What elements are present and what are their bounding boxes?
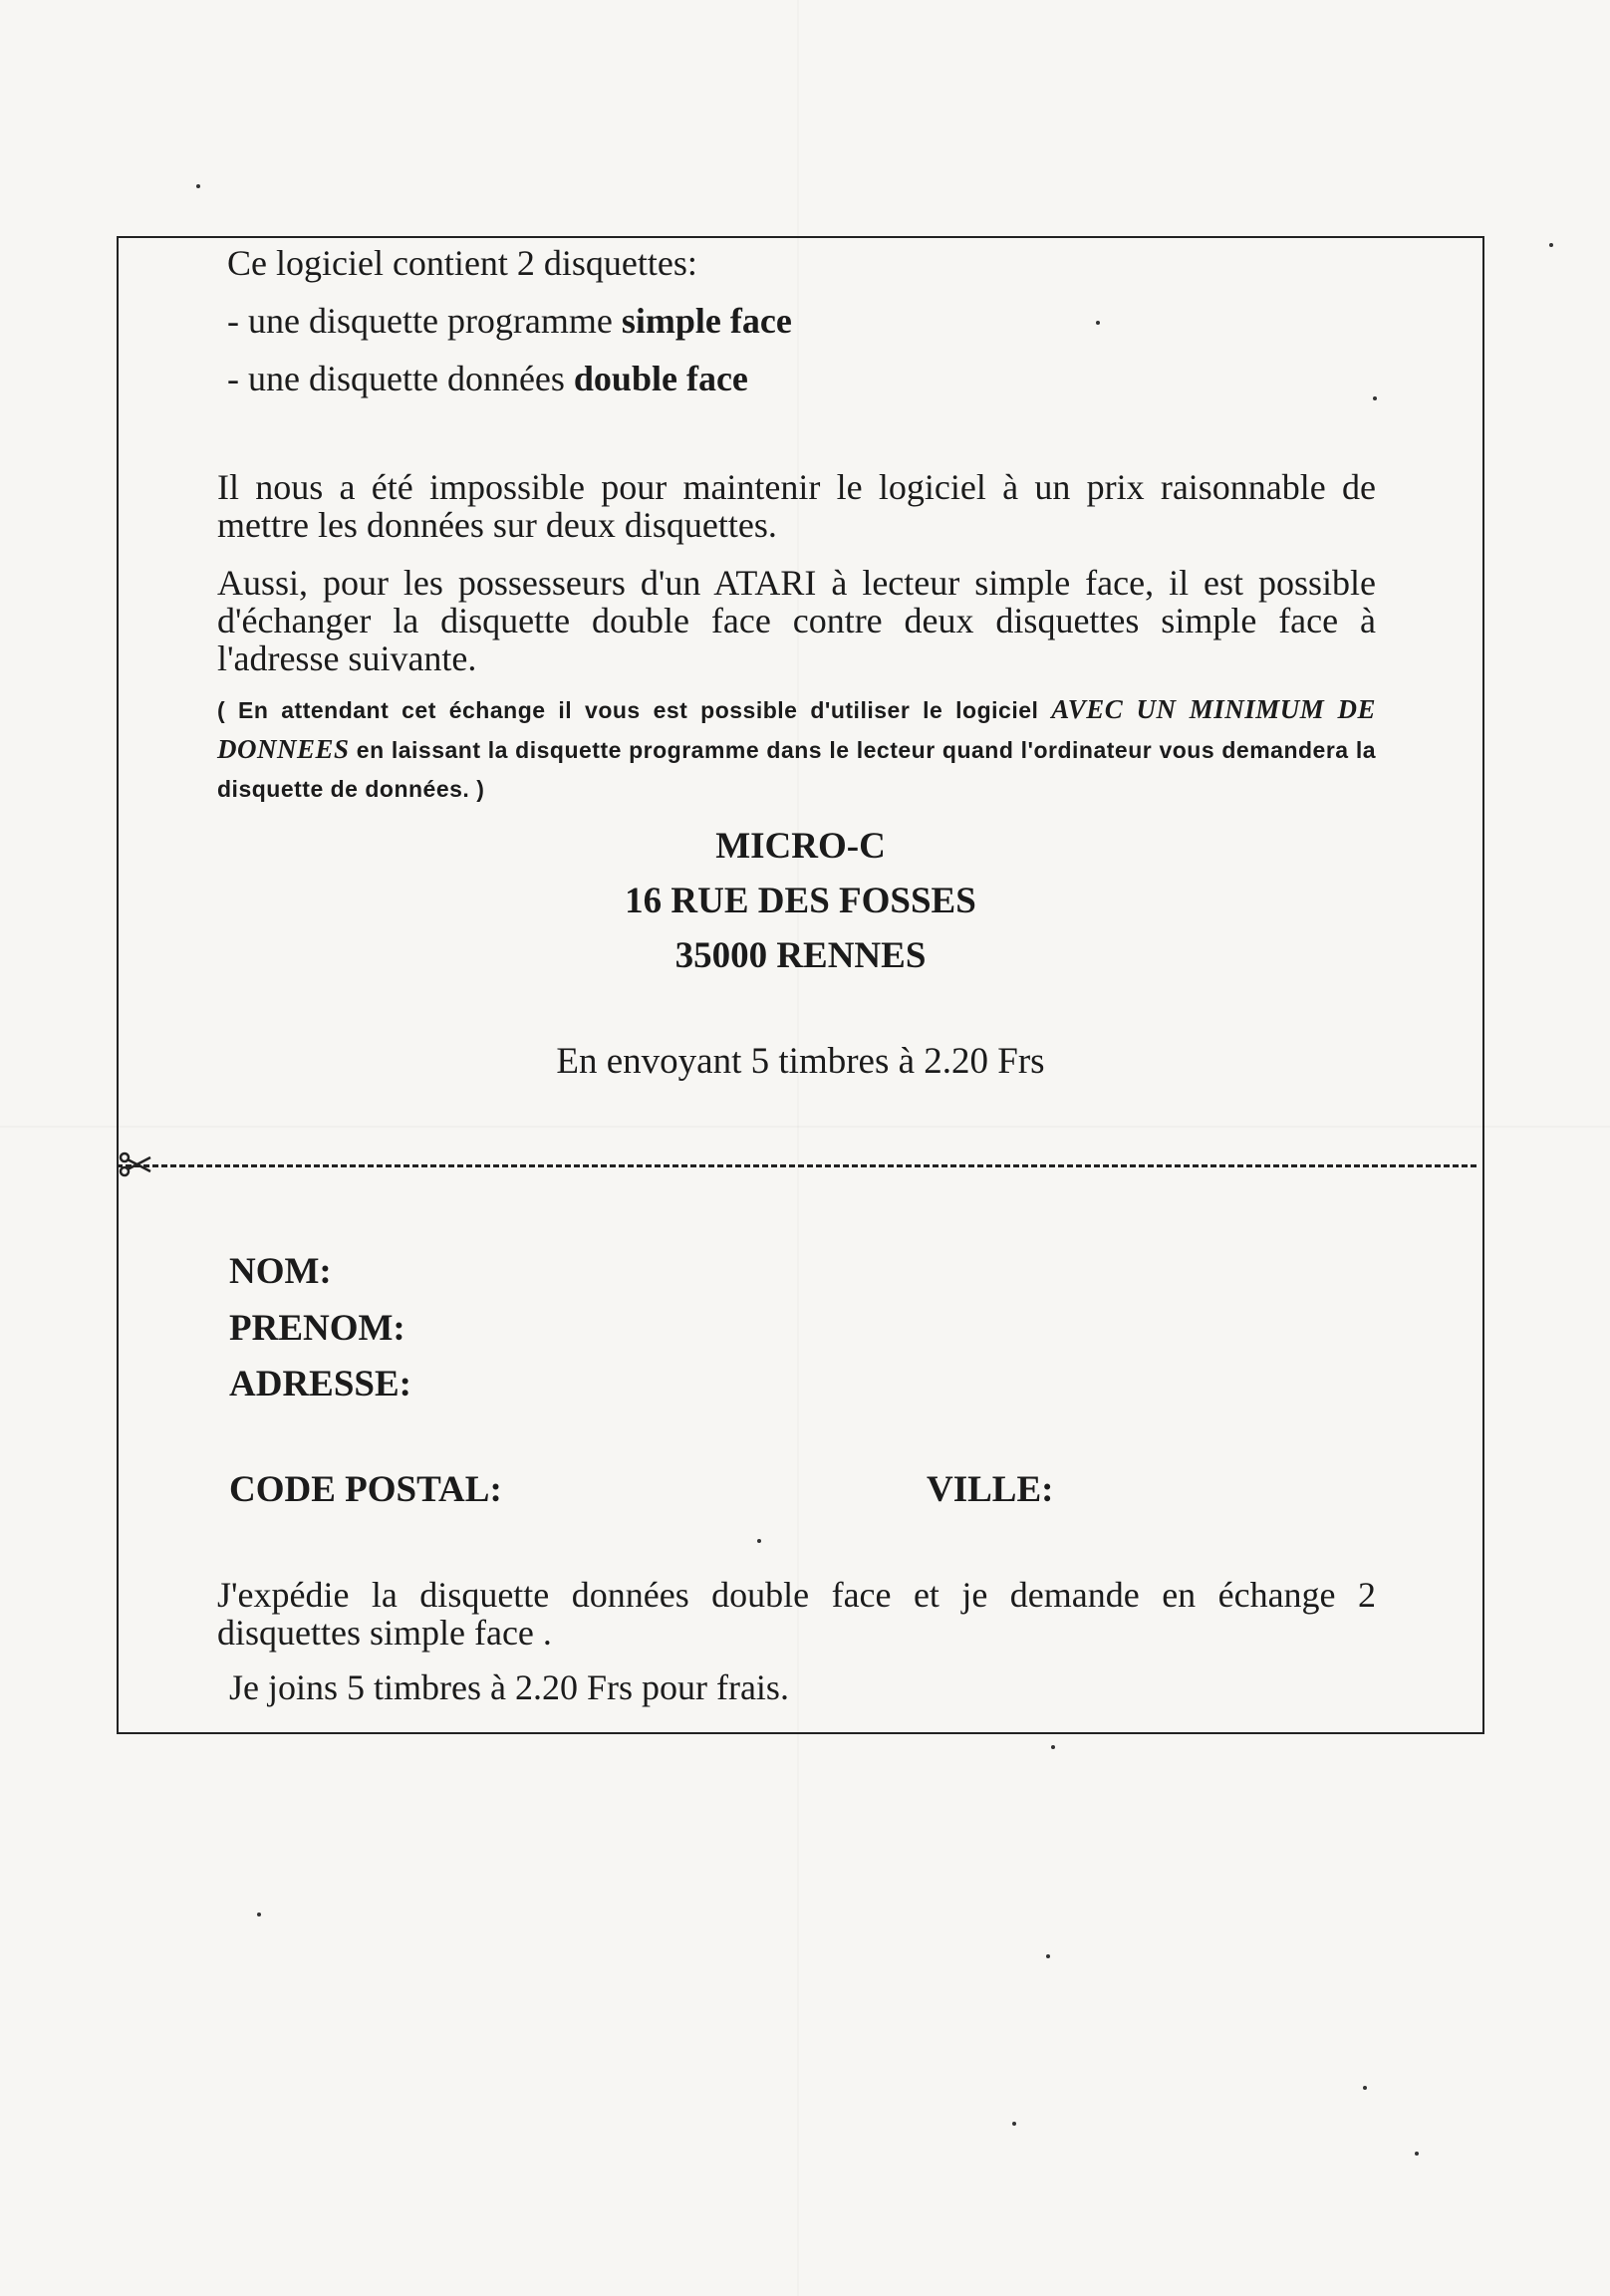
form-label-adresse: ADRESSE: (229, 1364, 411, 1404)
note-emphasis: AVEC UN MINIMUM DE DONNEES (217, 694, 1376, 764)
paper-speck (1012, 2122, 1016, 2126)
intro-item-program (227, 301, 792, 341)
paper-speck (1363, 2086, 1367, 2090)
form-label-code-postal: CODE POSTAL: (229, 1469, 502, 1510)
closing-fees: Je joins 5 timbres à 2.20 Frs pour frais. (229, 1667, 789, 1707)
intro-item-data-emphasis: double face (573, 359, 748, 398)
intro-item-data (227, 359, 748, 398)
cut-line (117, 1164, 1476, 1167)
note-part1: ( En attendant cet échange il vous est possible d'utiliser le logiciel (217, 697, 1039, 723)
scissors-icon (119, 1149, 152, 1179)
address-company: MICRO-C (715, 826, 886, 867)
intro-item-data-prefix: - une disquette données (227, 359, 565, 398)
form-label-nom: NOM: (229, 1251, 332, 1292)
intro-item-program-emphasis: simple face (621, 301, 792, 341)
paper-speck (196, 184, 200, 188)
form-label-ville: VILLE: (927, 1469, 1054, 1510)
paper-speck (1415, 2152, 1419, 2156)
paper-speck (1046, 1954, 1050, 1958)
paper-speck (1549, 243, 1553, 247)
paragraph-price-explanation: Il nous a été impossible pour maintenir le logiciel à un prix raisonnable de mettre les données sur deux disquettes. (217, 467, 1376, 545)
note-part2: en laissant la disquette programme dans le lecteur quand l'ordinateur vous demandera la disquette de données. ) (217, 737, 1377, 802)
intro-heading: Ce logiciel contient 2 disquettes: (227, 243, 697, 283)
paper-speck (257, 1913, 261, 1916)
form-label-prenom: PRENOM: (229, 1308, 405, 1349)
address-street: 16 RUE DES FOSSES (625, 881, 976, 921)
intro-item-program-prefix: - une disquette programme (227, 301, 613, 341)
note-temporary-usage (217, 690, 1376, 809)
address-city: 35000 RENNES (674, 935, 927, 976)
paragraph-exchange-offer: Aussi, pour les possesseurs d'un ATARI à lecteur simple face, il est possible d'échanger la disquette double face contre deux disquettes simple face à l'adresse suivante. (217, 563, 1376, 678)
send-instructions: En envoyant 5 timbres à 2.20 Frs (556, 1041, 1045, 1082)
closing-request: J'expédie la disquette données double face et je demande en échange 2 disquettes simple face . (217, 1575, 1376, 1653)
paper-speck (1051, 1745, 1055, 1749)
